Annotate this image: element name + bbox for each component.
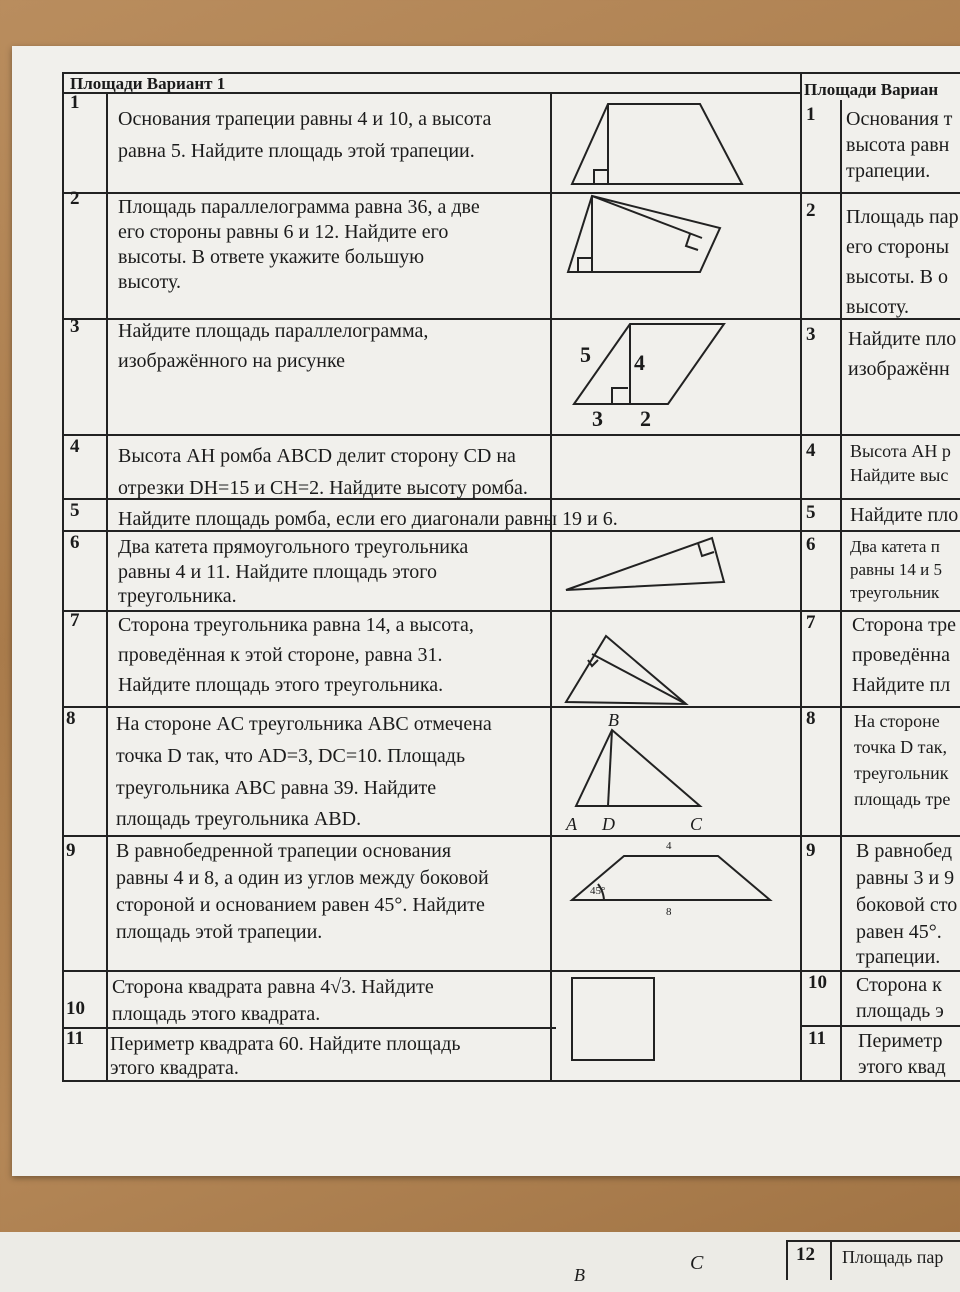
task-text-line: его стороны равны 6 и 12. Найдите его — [118, 221, 449, 243]
task-text-line: площадь этой трапеции. — [116, 921, 323, 943]
vertex-label-c: C — [690, 814, 703, 834]
vertex-label-b: B — [608, 710, 619, 730]
triangle-abc-figure — [565, 710, 703, 834]
vertex-label-b: B — [574, 1265, 585, 1285]
task-number: 9 — [806, 840, 816, 861]
task-text-line: Найдите пло — [850, 504, 959, 526]
task-number: 4 — [70, 436, 80, 457]
right-triangle-figure — [566, 538, 724, 590]
angle-label: 45° — [590, 885, 606, 897]
task-number: 2 — [70, 188, 80, 209]
task-text-line: Сторона квадрата равна 4√3. Найдите — [112, 976, 434, 998]
isosceles-trapezoid-figure — [572, 840, 770, 918]
task-text-line: точка D так, — [854, 737, 947, 757]
variant-2-title: Площади Вариан — [804, 80, 939, 99]
task-number: 10 — [808, 972, 827, 993]
side-label: 5 — [580, 342, 591, 367]
trapezoid-figure — [572, 104, 742, 184]
task-number: 1 — [806, 104, 816, 125]
task-text-line: точка D так, что AD=3, DC=10. Площадь — [116, 745, 466, 767]
parallelogram-figure — [574, 324, 724, 431]
task-text-line: отрезки DH=15 и CH=2. Найдите высоту ромба. — [118, 477, 528, 499]
task-text-line: Площадь пар — [842, 1247, 944, 1267]
task-text-line: Найдите пло — [848, 328, 957, 350]
task-text-line: Сторона тре — [852, 614, 956, 636]
task-text-line: Сторона треугольника равна 14, а высота, — [118, 614, 474, 636]
task-text-line: В равнобедренной трапеции основания — [116, 840, 452, 862]
task-text-line: На стороне AC треугольника ABC отмечена — [116, 713, 492, 735]
vertex-label-c: C — [690, 1252, 704, 1274]
task-text-line: Найдите площадь этого треугольника. — [118, 674, 444, 696]
bottom-table-border — [786, 1240, 960, 1242]
task-text-line: этого квад — [858, 1056, 946, 1078]
task-text-line: треугольника. — [118, 585, 237, 607]
task-text-line: Площадь параллелограмма равна 36, а две — [118, 196, 480, 218]
task-text-line: Найдите площадь параллелограмма, — [118, 320, 429, 342]
task-text-line: высоту. — [846, 296, 909, 318]
task-number: 12 — [796, 1244, 815, 1265]
task-text-line: изображённого на рисунке — [118, 350, 346, 372]
task-text-line: Площадь пар — [846, 206, 959, 228]
task-text-line: Основания т — [846, 108, 953, 130]
task-text-line: равны 4 и 11. Найдите площадь этого — [118, 561, 437, 583]
task-number: 3 — [70, 316, 80, 337]
task-text-line: площадь треугольника ABD. — [116, 808, 362, 830]
task-text-line: В равнобед — [856, 840, 953, 862]
bottom-base-label: 8 — [666, 906, 672, 918]
task-number: 7 — [70, 610, 80, 631]
task-text-line: площадь этого квадрата. — [112, 1003, 321, 1025]
task-text-line: боковой сто — [856, 894, 958, 916]
task-text-line: равны 14 и 5 — [850, 560, 942, 579]
task-number: 5 — [806, 502, 816, 523]
task-number: 8 — [66, 708, 76, 729]
bottom-table-divider — [786, 1240, 788, 1280]
task-number: 3 — [806, 324, 816, 345]
task-number: 8 — [806, 708, 816, 729]
square-figure — [572, 978, 654, 1060]
task-text-line: этого квадрата. — [110, 1057, 239, 1079]
task-text-line: Найдите выс — [850, 465, 949, 485]
task-text-line: треугольник — [854, 763, 949, 783]
task-text-line: Основания трапеции равны 4 и 10, а высота — [118, 108, 492, 130]
task-text-line: равны 4 и 8, а один из углов между боковой — [116, 867, 489, 889]
task-text-line: Высота AH р — [850, 441, 951, 461]
task-text-line: его стороны — [846, 236, 950, 258]
task-text-line: Сторона к — [856, 974, 942, 996]
task-text-line: Периметр — [858, 1030, 943, 1052]
task-text-line: площадь э — [856, 1000, 944, 1022]
task-number: 11 — [66, 1028, 84, 1049]
task-number: 4 — [806, 440, 816, 461]
task-number: 1 — [70, 92, 80, 113]
top-base-label: 4 — [666, 840, 672, 852]
task-text-line: равен 45°. — [856, 921, 942, 943]
task-number: 11 — [808, 1028, 826, 1049]
task-text-line: трапеции. — [856, 946, 941, 968]
task-number: 6 — [806, 534, 816, 555]
task-text-line: высота равн — [846, 134, 950, 156]
task-number: 6 — [70, 532, 80, 553]
task-number: 2 — [806, 200, 816, 221]
task-number: 10 — [66, 998, 85, 1019]
task-text-line: проведённая к этой стороне, равна 31. — [118, 644, 443, 666]
variant-1-title: Площади Вариант 1 — [70, 74, 226, 93]
task-text-line: площадь тре — [854, 789, 951, 809]
task-text-line: Два катета п — [850, 537, 940, 556]
task-text-line: изображённ — [848, 358, 950, 380]
task-text-line: высоты. В ответе укажите большую — [118, 246, 425, 268]
task-text-line: треугольник — [850, 583, 940, 602]
triangle-height-figure — [566, 636, 686, 704]
segment-label: 2 — [640, 406, 651, 431]
task-text-line: трапеции. — [846, 160, 931, 182]
vertex-label-a: A — [566, 814, 577, 834]
segment-label: 3 — [592, 406, 603, 431]
vertex-label-d: D — [602, 814, 615, 834]
task-text-line: Два катета прямоугольного треугольника — [118, 536, 469, 558]
task-text-line: высоты. В о — [846, 266, 949, 288]
height-label: 4 — [634, 350, 645, 375]
task-text-line: Периметр квадрата 60. Найдите площадь — [110, 1033, 461, 1055]
task-number: 5 — [70, 500, 80, 521]
task-text-line: Найдите пл — [852, 674, 951, 696]
task-text-line: проведённа — [852, 644, 950, 666]
task-text-line: На стороне — [854, 711, 940, 731]
parallelogram-heights-figure — [568, 196, 720, 272]
bottom-table-divider — [830, 1240, 832, 1280]
task-number: 9 — [66, 840, 76, 861]
task-text-line: Найдите площадь ромба, если его диагонали равны 19 и 6. — [118, 508, 618, 530]
task-text-line: равна 5. Найдите площадь этой трапеции. — [118, 140, 475, 162]
task-number: 7 — [806, 612, 816, 633]
task-text-line: Высота AH ромба ABCD делит сторону CD на — [118, 445, 516, 467]
task-text-line: высоту. — [118, 271, 181, 293]
task-text-line: треугольника ABC равна 39. Найдите — [116, 777, 437, 799]
task-text-line: стороной и основанием равен 45°. Найдите — [116, 894, 485, 916]
task-text-line: равны 3 и 9 — [856, 867, 955, 889]
